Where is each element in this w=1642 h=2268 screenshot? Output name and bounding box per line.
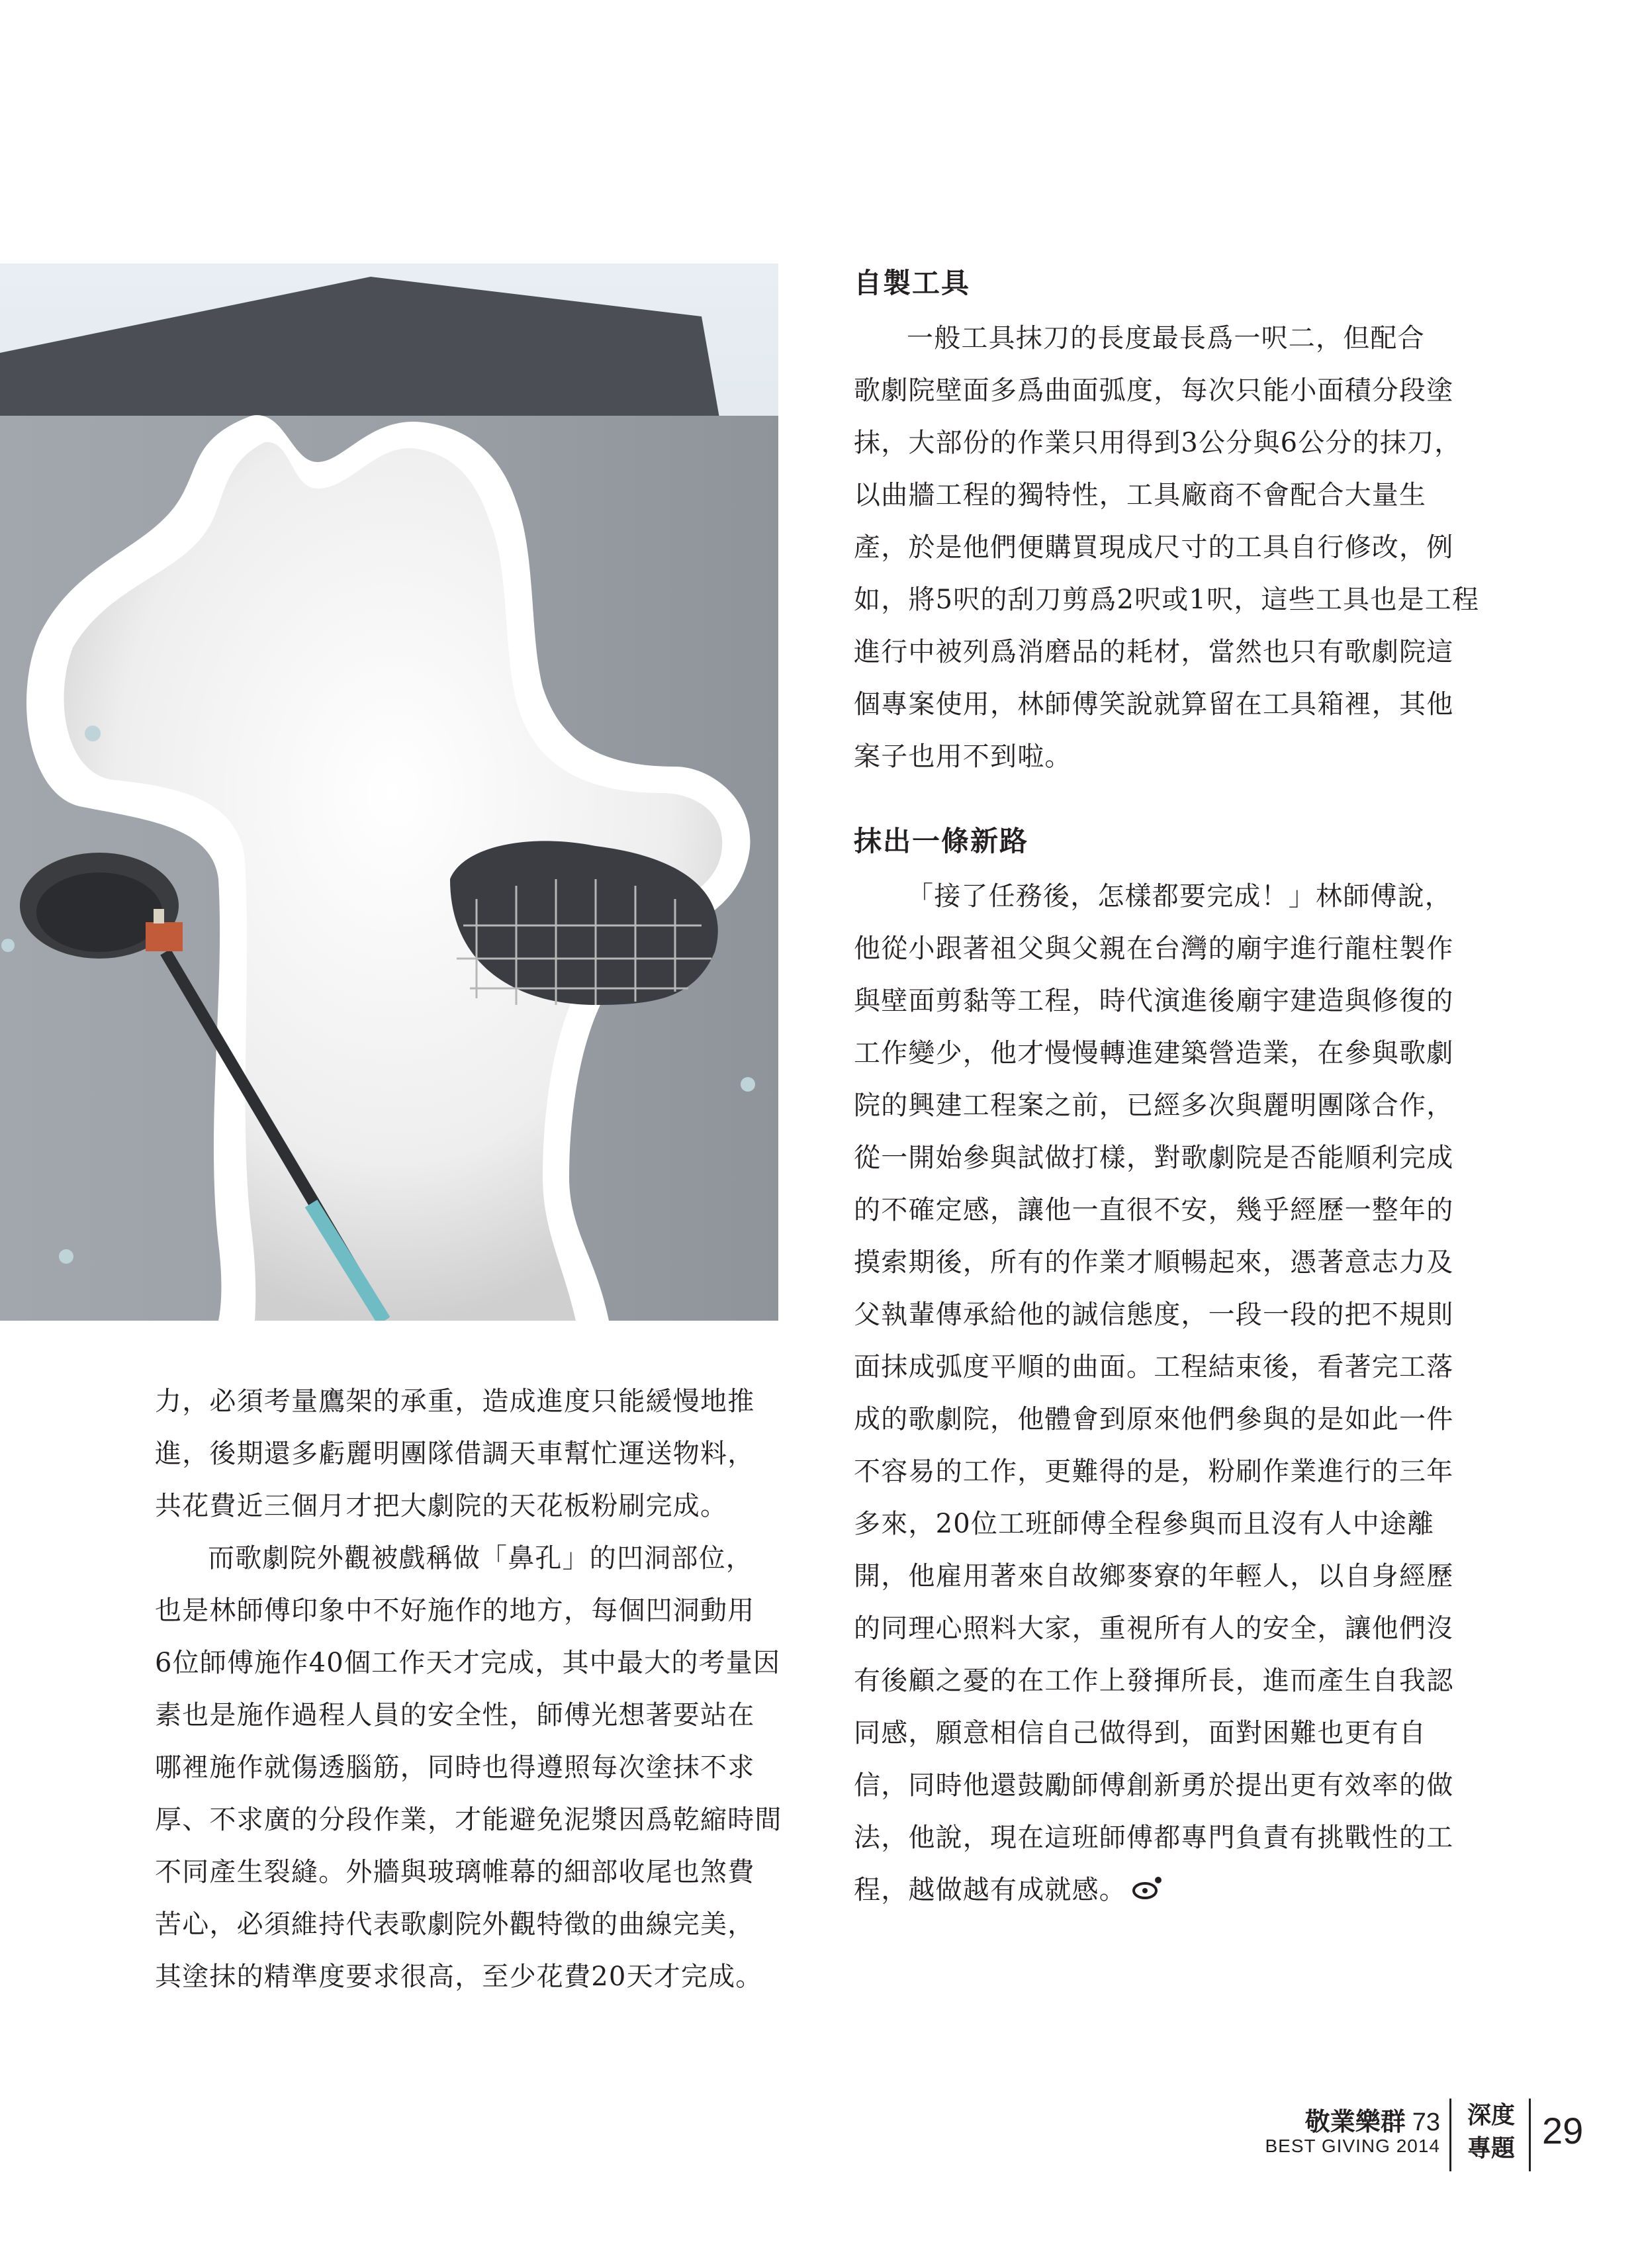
text-line: 他從小跟著祖父與父親在台灣的廟宇進行龍柱製作 [854,933,1454,964]
text-line: 從一開始參與試做打樣，對歌劇院是否能順利完成 [854,1143,1454,1173]
text-line [854,1864,1489,1916]
text-line: 抹，大部份的作業只用得到3公分與6公分的抹刀， [854,428,1462,458]
text-line: 開，他雇用著來自故鄉麥寮的年輕人，以自身經歷 [854,1561,1454,1591]
text-line: 素也是施作過程人員的安全性，師傅光想著要站在 [155,1700,755,1730]
text-line: 面抹成弧度平順的曲面。工程結束後，看著完工落 [854,1352,1454,1382]
text-line: 信，同時他還鼓勵師傅創新勇於提出更有效率的做 [854,1770,1454,1801]
text-line: 進，後期還多虧麗明團隊借調天車幫忙運送物料， [155,1439,755,1469]
section-new-path-paragraph [854,871,1489,1916]
text-line: 而歌劇院外觀被戲稱做「鼻孔」的凹洞部位， [208,1543,753,1574]
left-paragraph-2 [155,1533,784,2003]
text-line: 其塗抹的精準度要求很高，至少花費20天才完成。 [155,1961,763,1992]
section-heading-tools: 自製工具 [854,267,971,299]
text-line: 進行中被列爲消磨品的耗材，當然也只有歌劇院這 [854,637,1454,667]
text-line: 成的歌劇院，他體會到原來他們參與的是如此一件 [854,1404,1454,1435]
text-line: 法，他說，現在這班師傅都專門負責有挑戰性的工 [854,1822,1454,1853]
text-line: 多來，20位工班師傅全程參與而且沒有人中途離 [854,1509,1435,1539]
final-line-text: 程，越做越有成就感。 [854,1875,1126,1905]
section-label-line-1: 深度 [1467,2101,1515,2129]
section-label-line-2: 專題 [1467,2134,1515,2162]
end-mark-icon [1132,1875,1163,1901]
text-line: 有後顧之憂的在工作上發揮所長，進而產生自我認 [854,1666,1454,1696]
left-paragraph-1 [155,1376,784,1533]
section-heading-new-path: 抹出一條新路 [854,825,1029,857]
text-line: 也是林師傅印象中不好施作的地方，每個凹洞動用 [155,1595,755,1626]
text-line: 「接了任務後，怎樣都要完成！」林師傅說， [907,881,1452,912]
text-line: 工作變少，他才慢慢轉進建築營造業，在參與歌劇 [854,1038,1454,1068]
publication-name-cn: 敬業樂群 [1304,2106,1406,2136]
crane-basket [146,922,183,951]
issue-number: 73 [1412,2108,1440,2136]
text-line: 以曲牆工程的獨特性，工具廠商不會配合大量生 [854,480,1427,510]
text-line: 歌劇院壁面多爲曲面弧度，每次只能小面積分段塗 [854,375,1454,406]
publication-name-en: BEST GIVING 2014 [1265,2136,1440,2156]
text-line: 同感，願意相信自己做得到，面對困難也更有自 [854,1718,1427,1748]
section-label [1461,2099,1521,2165]
text-line: 個專案使用，林師傅笑說就算留在工具箱裡，其他 [854,689,1454,720]
text-line: 厚、不求廣的分段作業，才能避免泥漿因爲乾縮時間 [155,1805,782,1835]
publication-title [1305,2101,1440,2138]
text-line: 與壁面剪黏等工程，時代演進後廟宇建造與修復的 [854,986,1454,1016]
text-line: 6位師傅施作40個工作天才完成，其中最大的考量因 [155,1648,781,1678]
text-line: 苦心，必須維持代表歌劇院外觀特徵的曲線完美， [155,1909,755,1940]
text-line: 不同產生裂縫。外牆與玻璃帷幕的細部收尾也煞費 [155,1857,755,1887]
text-line: 的不確定感，讓他一直很不安，幾乎經歷一整年的 [854,1195,1454,1225]
section-tools-paragraph [854,312,1489,783]
text-line: 的同理心照料大家，重視所有人的安全，讓他們沒 [854,1613,1454,1644]
text-line: 不容易的工作，更難得的是，粉刷作業進行的三年 [854,1456,1454,1487]
footer-divider [1529,2099,1531,2171]
page-number: 29 [1542,2110,1584,2151]
page-footer [1191,2099,1584,2178]
text-line: 一般工具抹刀的長度最長爲一呎二，但配合 [907,323,1425,354]
text-line: 力，必須考量鷹架的承重，造成進度只能緩慢地推 [155,1386,755,1417]
text-line: 如，將5呎的刮刀剪爲2呎或1呎，這些工具也是工程 [854,585,1480,615]
text-line: 院的興建工程案之前，已經多次與麗明團隊合作， [854,1090,1454,1121]
text-line: 哪裡施作就傷透腦筋，同時也得遵照每次塗抹不求 [155,1752,755,1783]
text-line: 共花費近三個月才把大劇院的天花板粉刷完成。 [155,1491,728,1521]
opera-house-facade-photo [0,263,778,1321]
left-text-column [155,1376,784,2003]
text-line: 案子也用不到啦。 [854,741,1072,772]
text-line: 父執輩傳承給他的誠信態度，一段一段的把不規則 [854,1299,1454,1330]
footer-divider [1449,2099,1451,2171]
text-line: 摸索期後，所有的作業才順暢起來，憑著意志力及 [854,1247,1454,1278]
text-line: 產，於是他們便購買現成尺寸的工具自行修改，例 [854,532,1454,563]
right-text-column [854,263,1489,1916]
